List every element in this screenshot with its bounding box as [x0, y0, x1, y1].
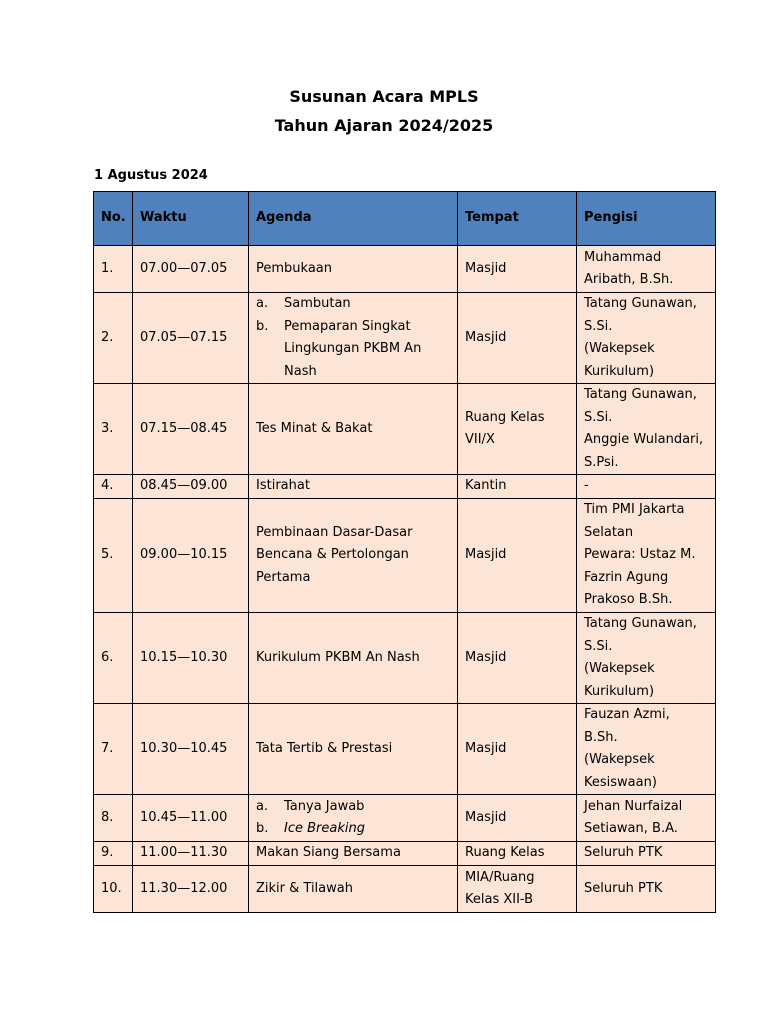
table-row — [94, 384, 716, 475]
table-row — [94, 866, 716, 913]
cell-agenda-line: Zikir & Tilawah — [256, 880, 353, 896]
cell-tempat — [458, 795, 577, 842]
table-row — [94, 795, 716, 842]
document-subtitle: Tahun Ajaran 2024/2025 — [274, 116, 494, 135]
agenda-list-item — [256, 316, 450, 384]
cell-tempat-line: Ruang Kelas — [465, 409, 545, 425]
cell-pengisi — [577, 499, 716, 613]
cell-agenda-line: Bencana & Pertolongan — [256, 547, 409, 563]
cell-waktu: 07.05—07.15 — [133, 293, 249, 384]
agenda-list-item — [256, 796, 450, 819]
cell-agenda — [249, 384, 458, 475]
cell-agenda — [249, 842, 458, 866]
cell-pengisi-line: Setiawan, B.A. — [584, 821, 678, 836]
cell-agenda-line: Tata Tertib & Prestasi — [256, 740, 393, 756]
table-row — [94, 475, 716, 499]
cell-pengisi-line: Tatang Gunawan, — [584, 616, 697, 631]
header-no: No. — [94, 192, 133, 246]
cell-pengisi-line: Seluruh PTK — [584, 845, 663, 861]
agenda-item-line: Lingkungan PKBM An — [284, 341, 422, 356]
cell-tempat-line: MIA/Ruang — [465, 869, 535, 885]
header-pengisi: Pengisi — [577, 192, 716, 246]
cell-tempat — [458, 842, 577, 866]
cell-waktu: 10.45—11.00 — [133, 795, 249, 842]
cell-tempat — [458, 866, 577, 913]
cell-pengisi — [577, 795, 716, 842]
agenda-item-text — [284, 316, 450, 384]
cell-tempat-line: Masjid — [465, 649, 507, 665]
cell-agenda-line: Tes Minat & Bakat — [256, 420, 373, 436]
cell-no: 6. — [94, 613, 133, 704]
cell-pengisi — [577, 475, 716, 499]
cell-agenda — [249, 499, 458, 613]
cell-waktu: 08.45—09.00 — [133, 475, 249, 499]
cell-pengisi-line: (Wakepsek — [584, 752, 655, 767]
cell-pengisi-line: (Wakepsek — [584, 661, 655, 676]
cell-agenda — [249, 866, 458, 913]
cell-pengisi-line: S.Si. — [584, 409, 613, 425]
header-waktu: Waktu — [133, 192, 249, 246]
agenda-list-item — [256, 818, 450, 841]
agenda-item-letter: a. — [256, 296, 269, 311]
agenda-item-letter: b. — [256, 821, 269, 836]
cell-tempat-line: Masjid — [465, 547, 507, 563]
agenda-item-line: Ice Breaking — [284, 821, 365, 836]
cell-no: 9. — [94, 842, 133, 866]
cell-pengisi-line: Kesiswaan) — [584, 774, 657, 790]
cell-agenda-line: Makan Siang Bersama — [256, 845, 401, 861]
cell-no: 5. — [94, 499, 133, 613]
table-header-row — [94, 192, 716, 246]
cell-pengisi-line: Fauzan Azmi, — [584, 707, 670, 722]
cell-pengisi — [577, 293, 716, 384]
cell-pengisi — [577, 704, 716, 795]
cell-pengisi — [577, 866, 716, 913]
agenda-item-line: Nash — [284, 363, 317, 379]
cell-agenda-line: Pembinaan Dasar-Dasar — [256, 524, 413, 540]
cell-pengisi — [577, 842, 716, 866]
cell-tempat-line: Kantin — [465, 478, 507, 494]
cell-pengisi-line: Prakoso B.Sh. — [584, 592, 673, 608]
schedule-table — [93, 191, 716, 913]
cell-tempat-line: Kelas XII-B — [465, 892, 534, 907]
cell-pengisi-line: Jehan Nurfaizal — [584, 798, 683, 814]
cell-pengisi-line: Fazrin Agung — [584, 569, 669, 585]
cell-pengisi-line: Kurikulum) — [584, 683, 655, 699]
cell-waktu: 09.00—10.15 — [133, 499, 249, 613]
schedule-date: 1 Agustus 2024 — [94, 168, 208, 183]
cell-pengisi-line: Tatang Gunawan, — [584, 296, 697, 311]
cell-tempat — [458, 475, 577, 499]
cell-no: 1. — [94, 246, 133, 293]
agenda-item-letter: b. — [256, 318, 269, 334]
cell-pengisi — [577, 384, 716, 475]
cell-agenda-line: Pertama — [256, 569, 311, 585]
cell-pengisi-line: S.Psi. — [584, 454, 619, 470]
cell-tempat-line: Ruang Kelas — [465, 845, 545, 861]
cell-agenda — [249, 293, 458, 384]
table-row — [94, 613, 716, 704]
cell-waktu: 11.30—12.00 — [133, 866, 249, 913]
cell-no: 2. — [94, 293, 133, 384]
cell-tempat — [458, 613, 577, 704]
table-row — [94, 704, 716, 795]
agenda-item-text — [284, 796, 450, 819]
cell-waktu: 07.15—08.45 — [133, 384, 249, 475]
cell-tempat — [458, 499, 577, 613]
document-title: Susunan Acara MPLS — [289, 87, 479, 106]
cell-waktu: 10.15—10.30 — [133, 613, 249, 704]
cell-tempat — [458, 384, 577, 475]
table-row — [94, 499, 716, 613]
cell-no: 10. — [94, 866, 133, 913]
cell-pengisi-line: Tim PMI Jakarta — [584, 502, 685, 518]
header-tempat: Tempat — [458, 192, 577, 246]
cell-pengisi — [577, 613, 716, 704]
agenda-item-line: Sambutan — [284, 296, 351, 311]
cell-pengisi-line: - — [584, 478, 589, 494]
cell-agenda — [249, 246, 458, 293]
agenda-list-item — [256, 293, 450, 316]
cell-waktu: 11.00—11.30 — [133, 842, 249, 866]
schedule-body — [94, 246, 716, 913]
cell-agenda-line: Pembukaan — [256, 260, 333, 276]
cell-tempat — [458, 293, 577, 384]
table-row — [94, 293, 716, 384]
cell-agenda-line: Kurikulum PKBM An Nash — [256, 649, 420, 665]
cell-tempat — [458, 704, 577, 795]
cell-tempat-line: Masjid — [465, 260, 507, 276]
cell-tempat — [458, 246, 577, 293]
cell-pengisi-line: S.Si. — [584, 318, 613, 334]
agenda-item-line: Tanya Jawab — [284, 798, 365, 814]
cell-tempat-line: Masjid — [465, 809, 507, 825]
cell-agenda — [249, 475, 458, 499]
cell-pengisi-line: Muhammad — [584, 249, 662, 265]
cell-pengisi-line: (Wakepsek — [584, 341, 655, 356]
table-row — [94, 246, 716, 293]
cell-waktu: 07.00—07.05 — [133, 246, 249, 293]
cell-pengisi-line: Seluruh PTK — [584, 880, 663, 896]
cell-no: 4. — [94, 475, 133, 499]
agenda-item-line: Pemaparan Singkat — [284, 318, 411, 334]
cell-pengisi-line: Pewara: Ustaz M. — [584, 547, 696, 563]
cell-pengisi-line: Tatang Gunawan, — [584, 387, 697, 402]
cell-pengisi-line: Aribath, B.Sh. — [584, 272, 674, 287]
agenda-item-text — [284, 293, 450, 316]
cell-no: 8. — [94, 795, 133, 842]
cell-pengisi-line: Selatan — [584, 524, 634, 540]
header-agenda: Agenda — [249, 192, 458, 246]
cell-pengisi-line: B.Sh. — [584, 729, 618, 745]
table-row — [94, 842, 716, 866]
cell-pengisi-line: Anggie Wulandari, — [584, 432, 704, 447]
cell-pengisi-line: Kurikulum) — [584, 363, 655, 379]
cell-agenda — [249, 795, 458, 842]
cell-no: 3. — [94, 384, 133, 475]
agenda-item-letter: a. — [256, 798, 269, 814]
cell-agenda — [249, 704, 458, 795]
cell-no: 7. — [94, 704, 133, 795]
cell-tempat-line: VII/X — [465, 432, 495, 447]
cell-pengisi-line: S.Si. — [584, 638, 613, 654]
cell-tempat-line: Masjid — [465, 740, 507, 756]
cell-agenda — [249, 613, 458, 704]
cell-pengisi — [577, 246, 716, 293]
cell-agenda-line: Istirahat — [256, 478, 310, 494]
cell-tempat-line: Masjid — [465, 329, 507, 345]
agenda-item-text — [284, 818, 450, 841]
cell-waktu: 10.30—10.45 — [133, 704, 249, 795]
